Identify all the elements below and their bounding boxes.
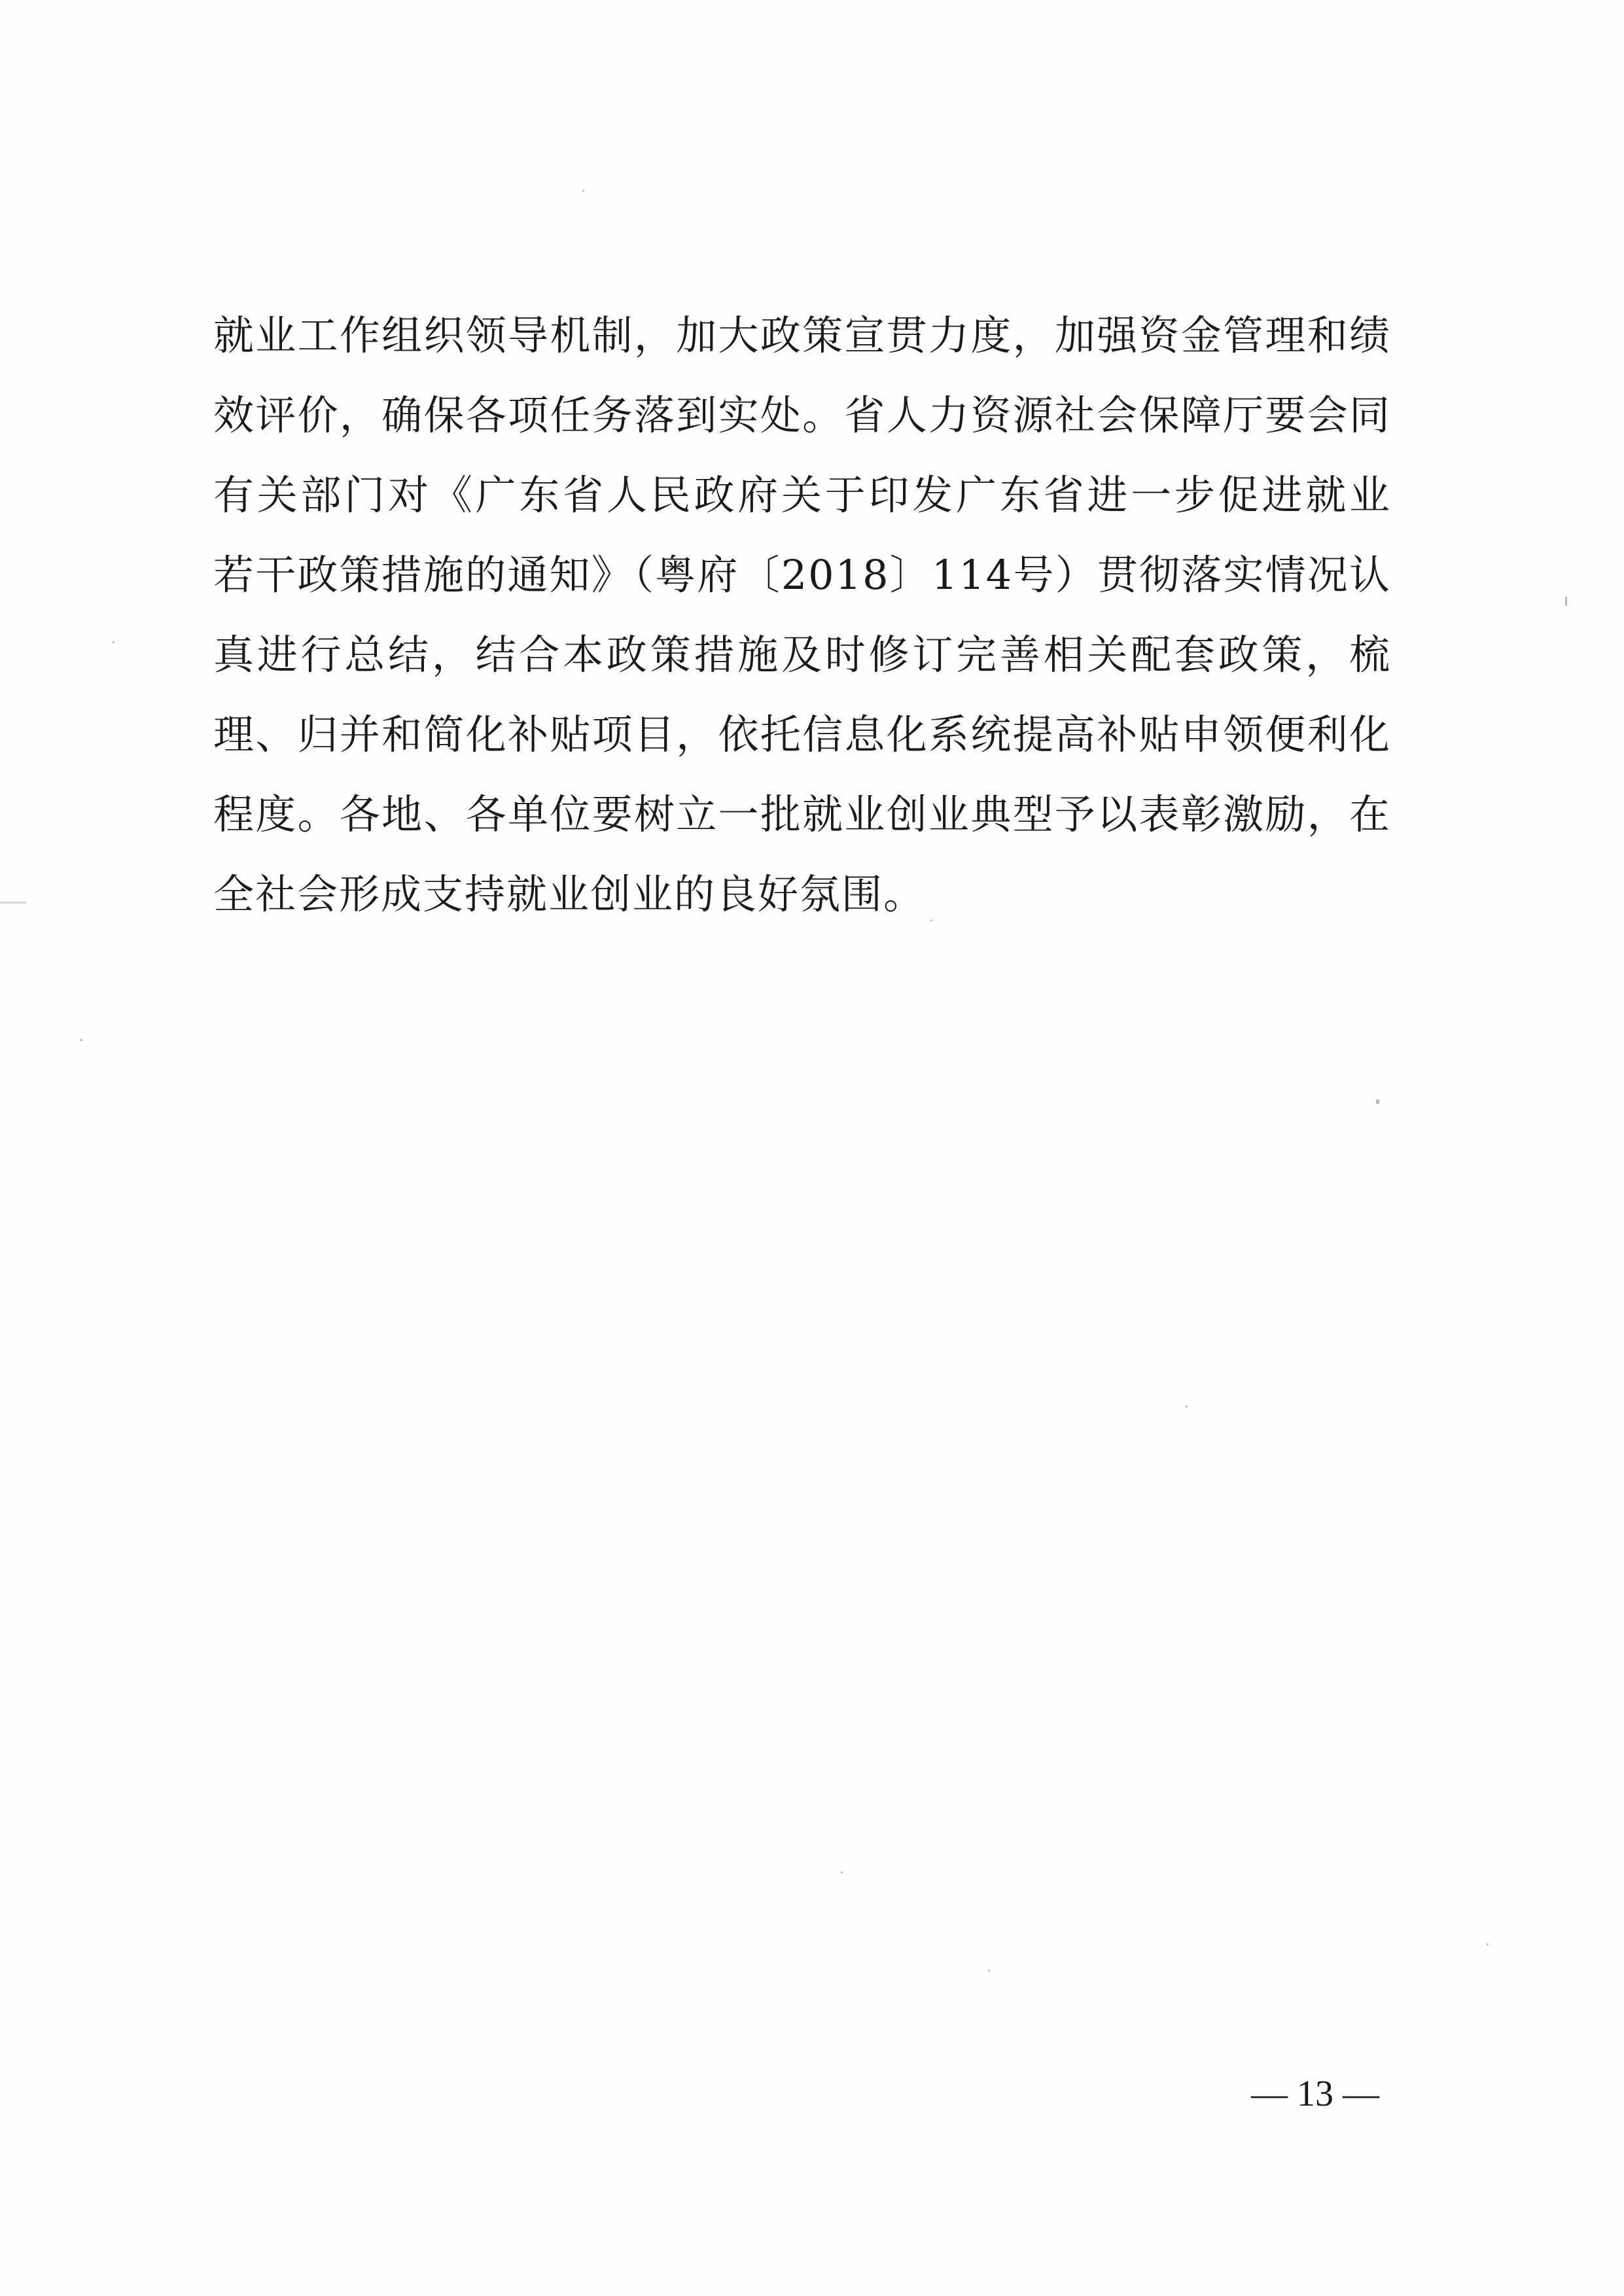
paragraph-line: 程度。各地、各单位要树立一批就业创业典型予以表彰激励，在: [213, 790, 1391, 838]
scan-speck: [1186, 1405, 1188, 1407]
paragraph-line: 就业工作组织领导机制，加大政策宣贯力度，加强资金管理和绩: [213, 311, 1391, 359]
page-number: — 13 —: [1251, 2074, 1379, 2114]
paragraph-line: 全社会形成支持就业创业的良好氛围。: [213, 870, 926, 918]
paragraph-line: 效评价，确保各项任务落到实处。省人力资源社会保障厅要会同: [213, 391, 1391, 439]
scan-speck: [80, 1039, 82, 1041]
left-edge-mark: [0, 902, 26, 904]
scan-speck: [1487, 1943, 1489, 1945]
paragraph-line: 有关部门对《广东省人民政府关于印发广东省进一步促进就业: [213, 471, 1391, 519]
scan-speck: [841, 1871, 843, 1873]
scan-speck: [1565, 597, 1567, 606]
scan-speck: [582, 190, 584, 192]
scan-speck: [1376, 1099, 1379, 1104]
scan-speck: [113, 641, 115, 643]
paragraph-line: 若干政策措施的通知》（粤府〔2018〕114号）贯彻落实情况认: [213, 551, 1391, 599]
body-paragraph: [213, 296, 1391, 934]
paragraph-line: 真进行总结，结合本政策措施及时修订完善相关配套政策，梳: [213, 631, 1391, 679]
scan-speck: [988, 1969, 990, 1971]
paragraph-line: 理、归并和简化补贴项目，依托信息化系统提高补贴申领便利化: [213, 711, 1391, 758]
